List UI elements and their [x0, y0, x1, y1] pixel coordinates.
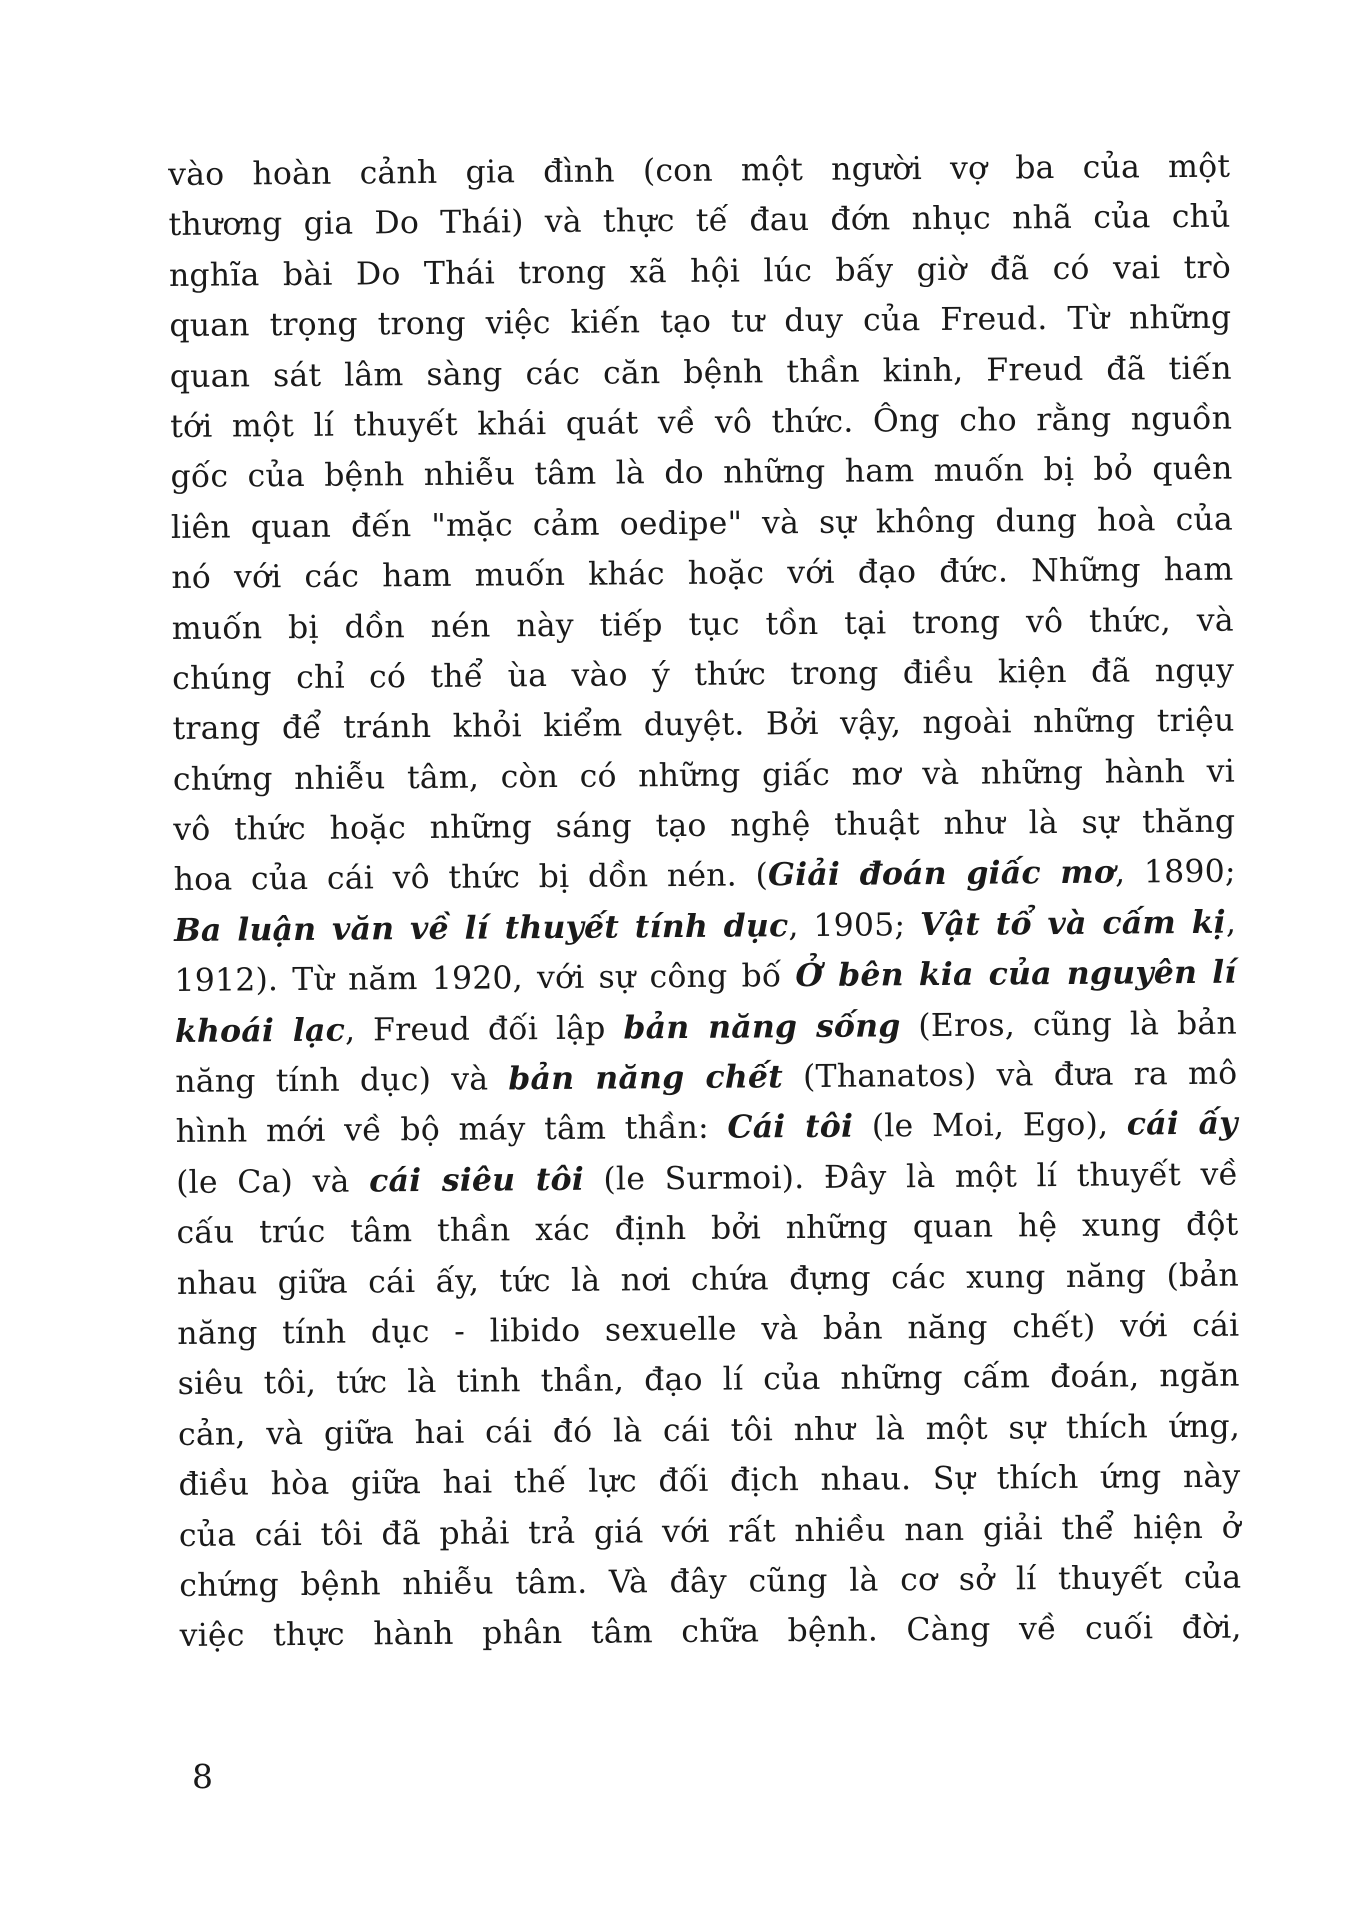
text-line [170, 444, 1232, 503]
text-line [172, 646, 1234, 705]
text-segment: vào hoàn cảnh gia đình (con một người vợ ba của một [168, 148, 1231, 193]
text-line [177, 1351, 1239, 1410]
text-segment: điều hòa giữa hai thế lực đối địch nhau. Sự thích ứng này [178, 1458, 1241, 1504]
text-line [169, 242, 1231, 301]
text-line [168, 142, 1230, 201]
text-segment: tới một lí thuyết khái quát về vô thức. Ông cho rằng nguồn [170, 400, 1233, 445]
text-segment: (le Ca) và [175, 1163, 370, 1201]
text-segment: muốn bị dồn nén này tiếp tục tồn tại trong vô thức, và [171, 602, 1234, 647]
text-segment: , 1905; [788, 906, 921, 945]
text-segment: của cái tôi đã phải trả giá với rất nhiều nan giải thể hiện ở [178, 1509, 1241, 1554]
text-segment: nghĩa bài Do Thái trong xã hội lúc bấy giờ đã có vai trò [168, 249, 1232, 294]
text-line [173, 746, 1235, 805]
text-segment: , [1225, 904, 1237, 941]
text-segment: việc thực hành phân tâm chữa bệnh. Càng về cuối đời, [179, 1609, 1242, 1655]
text-segment: , Freud đối lập [344, 1010, 624, 1049]
text-segment: chứng bệnh nhiễu tâm. Và đây cũng là cơ sở lí thuyết của [179, 1559, 1242, 1604]
text-segment: siêu tôi, tức là tinh thần, đạo lí của những cấm đoán, ngăn [177, 1357, 1240, 1403]
text-line [168, 192, 1230, 251]
text-segment: nhau giữa cái ấy, tức là nơi chứa đựng các xung năng (bản [176, 1257, 1240, 1302]
text-line [179, 1603, 1241, 1662]
italic-title-segment: bản năng chết [508, 1058, 784, 1098]
italic-title-segment: Vật tổ và cấm kị [919, 903, 1227, 943]
text-segment: (le Surmoi). Đây là một lí thuyết về [583, 1156, 1239, 1198]
text-segment: (le Moi, Ego), [853, 1106, 1127, 1146]
text-line [173, 797, 1235, 856]
text-line [176, 1099, 1238, 1158]
body-text [168, 142, 1242, 1662]
text-line [178, 1452, 1240, 1511]
italic-title-segment: Ba luận văn về lí thuyết tính dục [173, 907, 789, 949]
text-segment: chúng chỉ có thể ùa vào ý thức trong điều kiện đã ngụy [172, 652, 1235, 697]
italic-title-segment: cái ấy [1126, 1105, 1238, 1143]
text-segment: trang để tránh khỏi kiểm duyệt. Bởi vậy, ngoài những triệu [172, 702, 1235, 748]
text-line [170, 343, 1232, 402]
text-line [176, 1200, 1238, 1259]
text-segment: năng tính dục - libido sexuelle và bản năng chết) với cái [177, 1307, 1240, 1352]
italic-title-segment: bản năng sống [623, 1006, 901, 1047]
text-line [179, 1553, 1241, 1612]
text-line [170, 394, 1232, 453]
italic-title-segment: Cái tôi [727, 1108, 854, 1147]
text-segment: hoa của cái vô thức bị dồn nén. ( [173, 857, 769, 899]
text-segment: (Eros, cũng là bản [900, 1005, 1238, 1044]
text-line [175, 998, 1237, 1057]
text-segment: nó với các ham muốn khác hoặc với đạo đức. Những ham [171, 551, 1234, 597]
italic-title-segment: cái siêu tôi [369, 1160, 585, 1200]
text-segment: gốc của bệnh nhiễu tâm là do những ham muốn bị bỏ quên [170, 450, 1233, 496]
text-line [175, 1049, 1237, 1108]
text-segment: thương gia Do Thái) và thực tế đau đớn nhục nhã của chủ [168, 199, 1231, 244]
text-line [174, 948, 1236, 1007]
italic-title-segment: Ở bên kia của nguyên lí [795, 953, 1237, 995]
text-segment: quan trọng trong việc kiến tạo tư duy của Freud. Từ những [169, 299, 1232, 345]
text-segment: 1912). Từ năm 1920, với sự công bố [174, 958, 796, 1000]
text-line [174, 847, 1236, 906]
text-segment: quan sát lâm sàng các căn bệnh thần kinh, Freud đã tiến [169, 350, 1232, 395]
text-segment: hình mới về bộ máy tâm thần: [175, 1110, 728, 1151]
text-segment: chứng nhiễu tâm, còn có những giấc mơ và những hành vi [172, 753, 1236, 798]
italic-title-segment: khoái lạc [174, 1011, 346, 1050]
text-segment: (Thanatos) và đưa ra mô [782, 1055, 1238, 1096]
text-segment: năng tính dục) và [175, 1061, 509, 1101]
text-line [176, 1149, 1238, 1208]
text-line [171, 545, 1233, 604]
text-segment: , 1890; [1114, 854, 1236, 892]
text-line [172, 595, 1234, 654]
text-segment: cấu trúc tâm thần xác định bởi những quan hệ xung đột [176, 1206, 1239, 1252]
text-line [169, 293, 1231, 352]
text-line [177, 1250, 1239, 1309]
text-segment: liên quan đến "mặc cảm oedipe" và sự không dung hoà của [170, 501, 1234, 546]
page-number: 8 [192, 1757, 213, 1796]
text-line [171, 494, 1233, 553]
text-line [178, 1401, 1240, 1460]
text-segment: cản, và giữa hai cái đó là cái tôi như là một sự thích ứng, [177, 1408, 1241, 1453]
text-line [179, 1502, 1241, 1561]
text-line [174, 897, 1236, 956]
text-line [177, 1301, 1239, 1360]
italic-title-segment: Giải đoán giấc mơ [767, 854, 1116, 894]
text-line [172, 696, 1234, 755]
text-segment: vô thức hoặc những sáng tạo nghệ thuật như là sự thăng [173, 803, 1236, 849]
